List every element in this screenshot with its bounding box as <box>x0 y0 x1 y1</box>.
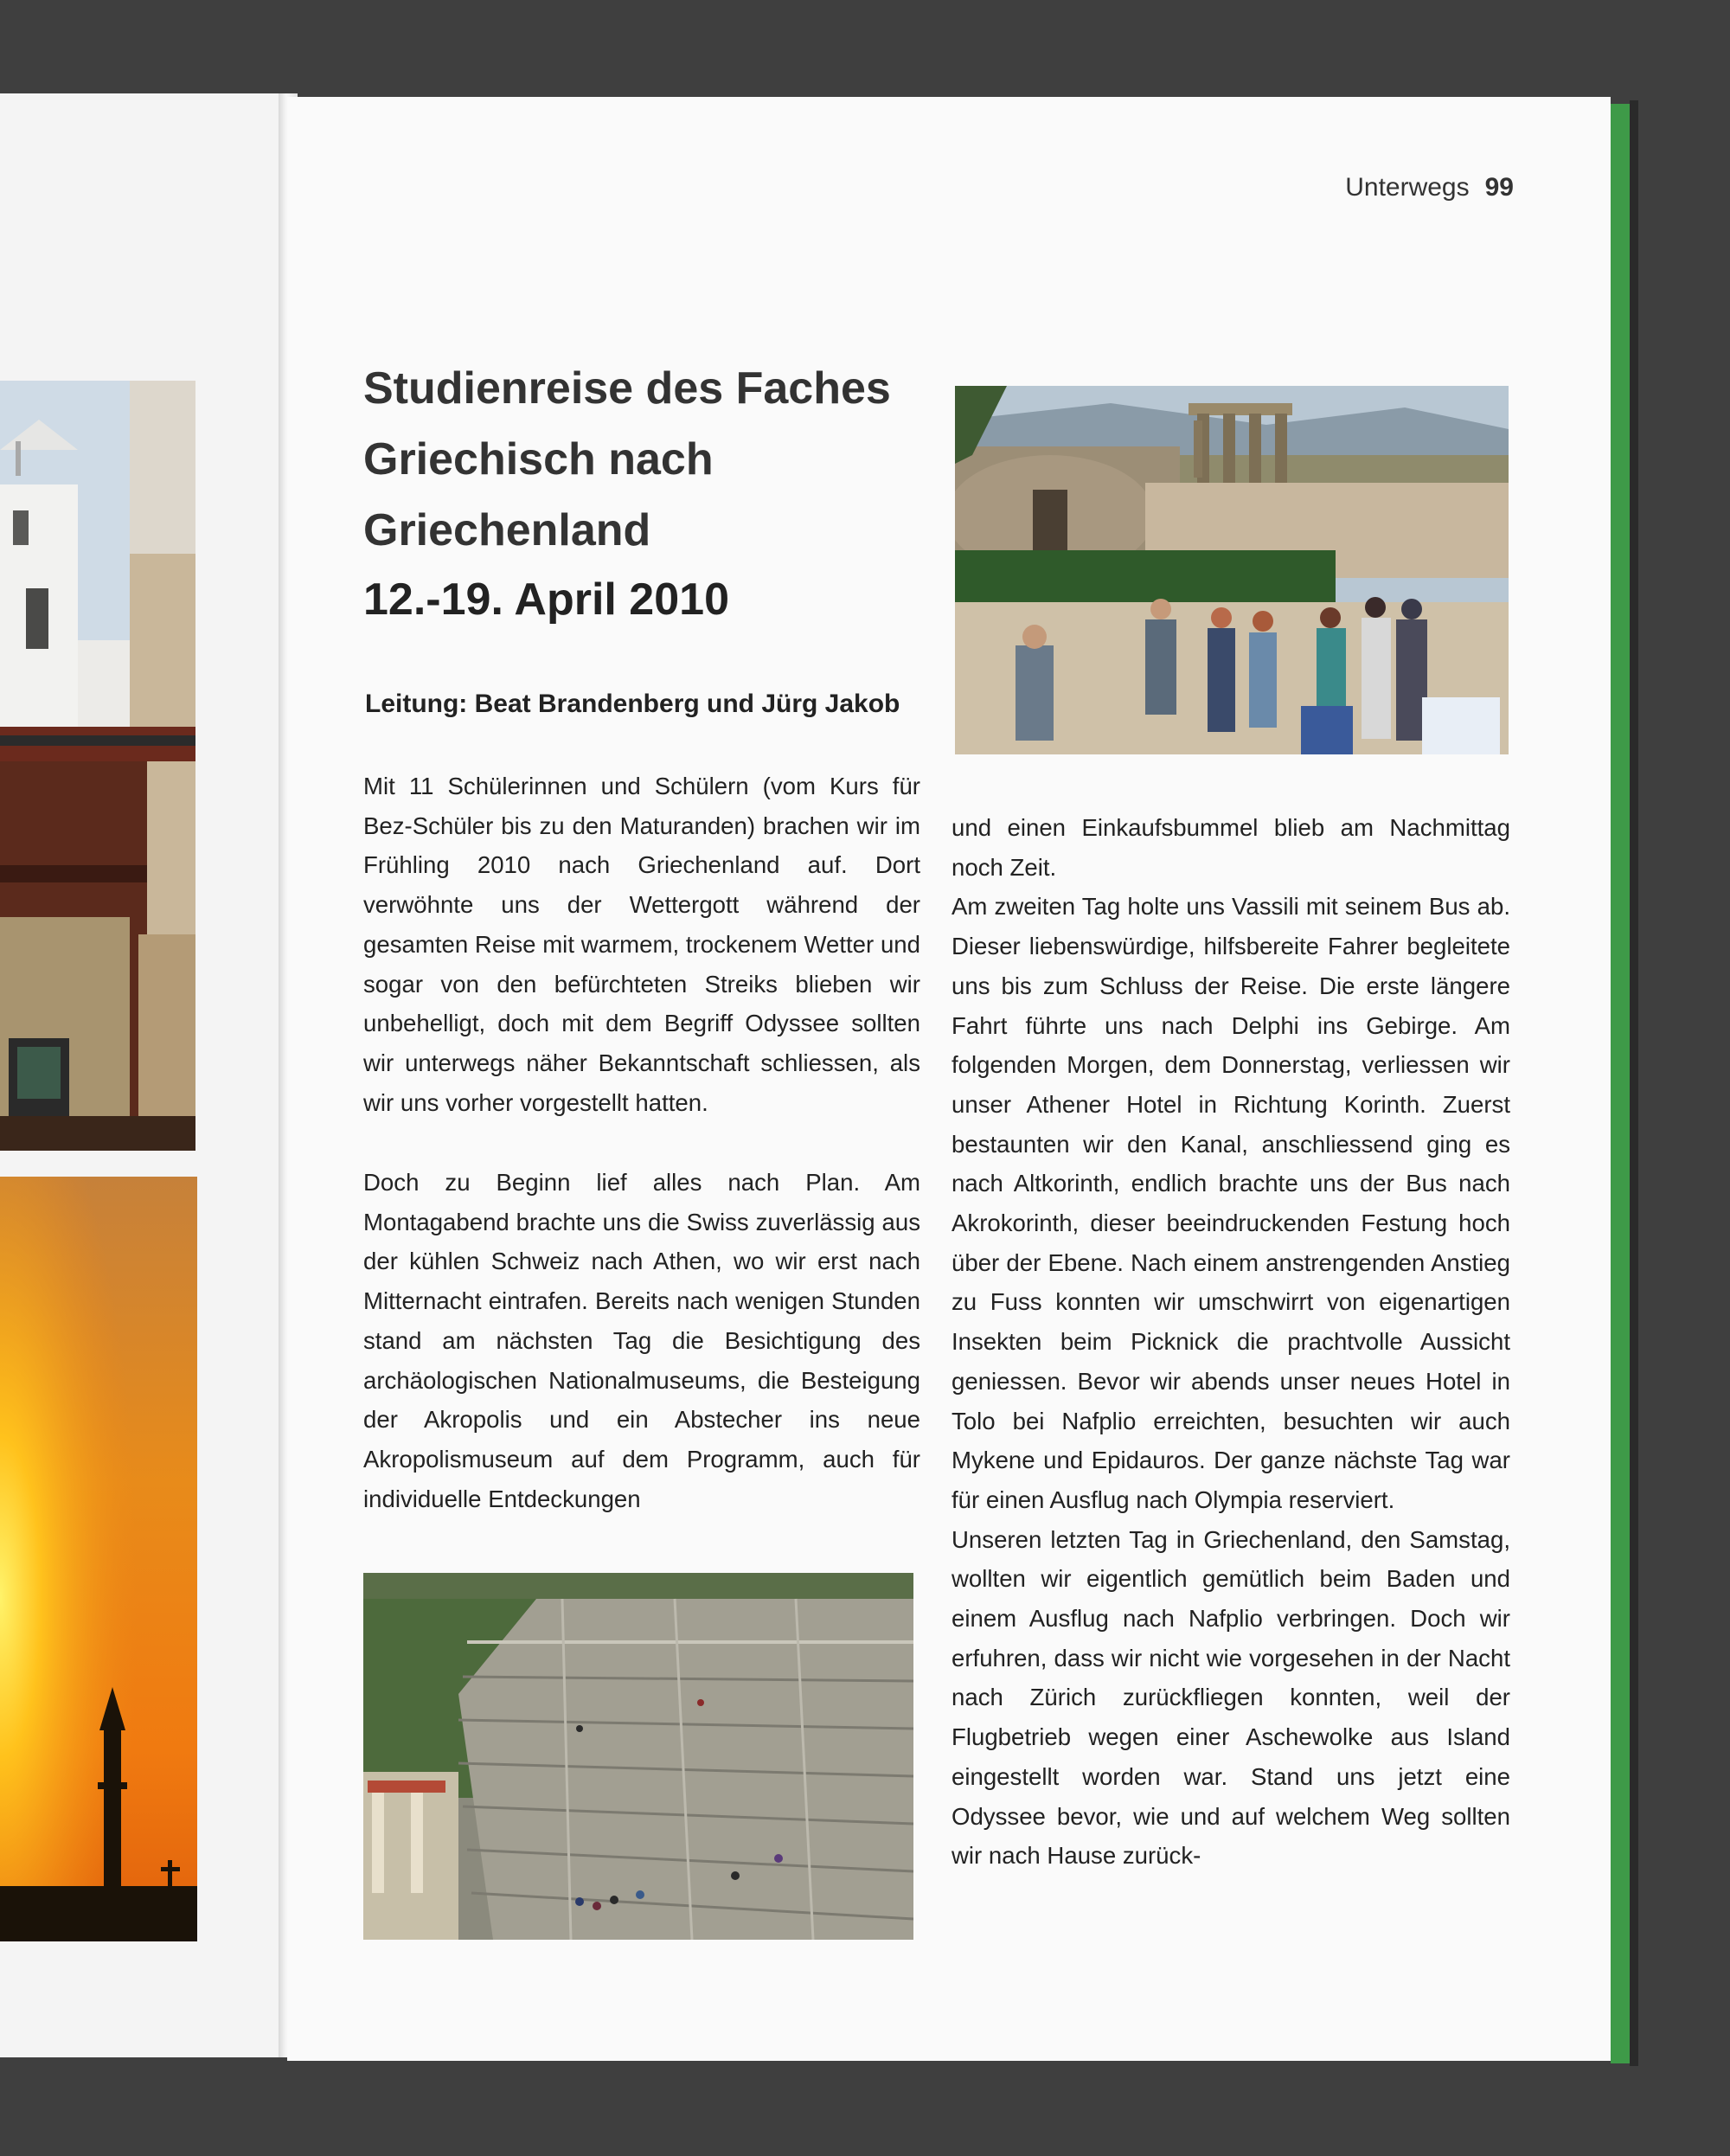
paragraph-4: Am zweiten Tag holte uns Vassili mit seinem Bus ab. Dieser liebenswürdige, hilfsbereite Fahrer begleitete uns bis zum Schluss der Reise. Die erste längere Fahrt führte uns nach Delphi ins Gebirge. Am folgenden Morgen, dem Donnerstag, verliessen wir unser Athener Hotel in Richtung Korinth. Zuerst bestaunten wir den Kanal, anschliessend ging es nach Altkorinth, endlich brachte uns der Bus nach Akrokorinth, dieser beeindruckenden Festung hoch über der Ebene. Nach einem anstrengenden Anstieg zu Fuss konnten wir umschwirrt von eigenartigen Insekten beim Picknick die prachtvolle Aussicht geniessen. Bevor wir abends unser neues Hotel in Tolo bei Nafplio erreichten, besuchten wir auch Mykene und Epidauros. Der ganze nächste Tag war für einen Ausflug nach Olympia reserviert. <box>952 893 1510 1513</box>
paragraph-5: Unseren letzten Tag in Griechenland, den Samstag, wollten wir eigentlich gemütlich beim Baden und einem Ausflug nach Nafplio verbringen. Doch wir erfuhren, dass wir nicht wie vorgesehen in der Nacht nach Zürich zurückfliegen konnten, weil der Flugbetrieb wegen einer Aschewolke aus Island eingestellt worden war. Stand uns jetzt eine Odyssee bevor, wie und auf welchem Weg sollten wir nach Hause zurück- <box>952 1525 1510 1870</box>
theater-photo <box>363 1573 913 1940</box>
church-photo <box>0 381 195 1151</box>
page-edge-shadow <box>1630 100 1638 2066</box>
page-edge-green <box>1611 104 1630 2063</box>
article-dates: 12.-19. April 2010 <box>363 574 729 625</box>
paragraph-1: Mit 11 Schülerinnen und Schülern (vom Kurs für Bez-Schüler bis zu den Maturanden) brachen wir im Frühling 2010 nach Griechenland auf. Dort verwöhnte uns der Wettergott während der gesamten Reise mit warmem, trockenem Wetter und sogar von den befürchteten Streiks blieben wir unbehelligt, doch mit dem Begriff Odyssee sollten wir unterwegs näher Bekanntschaft schliessen, als wir uns vorher vorgestellt hatten. <box>363 773 920 1116</box>
paragraph-2: Doch zu Beginn lief alles nach Plan. Am Montagabend brachte uns die Swiss zuverlässig aus der kühlen Schweiz nach Athen, wo wir erst nach Mitternacht eintrafen. Bereits nach wenigen Stunden stand am nächsten Tag die Besichtigung des archäologischen Nationalmuseums, die Besteigung der Akropolis und ein Abstecher ins neue Akropolismuseum auf dem Programm, auch für individuelle Entdeckungen <box>363 1169 920 1512</box>
article-title: Studienreise des Faches Griechisch nach Griechenland <box>363 363 891 555</box>
column-2 <box>952 808 1510 1876</box>
running-header <box>1280 173 1514 211</box>
section-name: Unterwegs <box>1345 173 1470 202</box>
page-number: 99 <box>1484 173 1514 202</box>
temple-photo <box>955 386 1509 754</box>
paragraph-3: und einen Einkaufsbummel blieb am Nachmittag noch Zeit. <box>952 814 1510 881</box>
article-leitung: Leitung: Beat Brandenberg und Jürg Jakob <box>365 690 900 718</box>
sunset-photo <box>0 1177 197 1941</box>
